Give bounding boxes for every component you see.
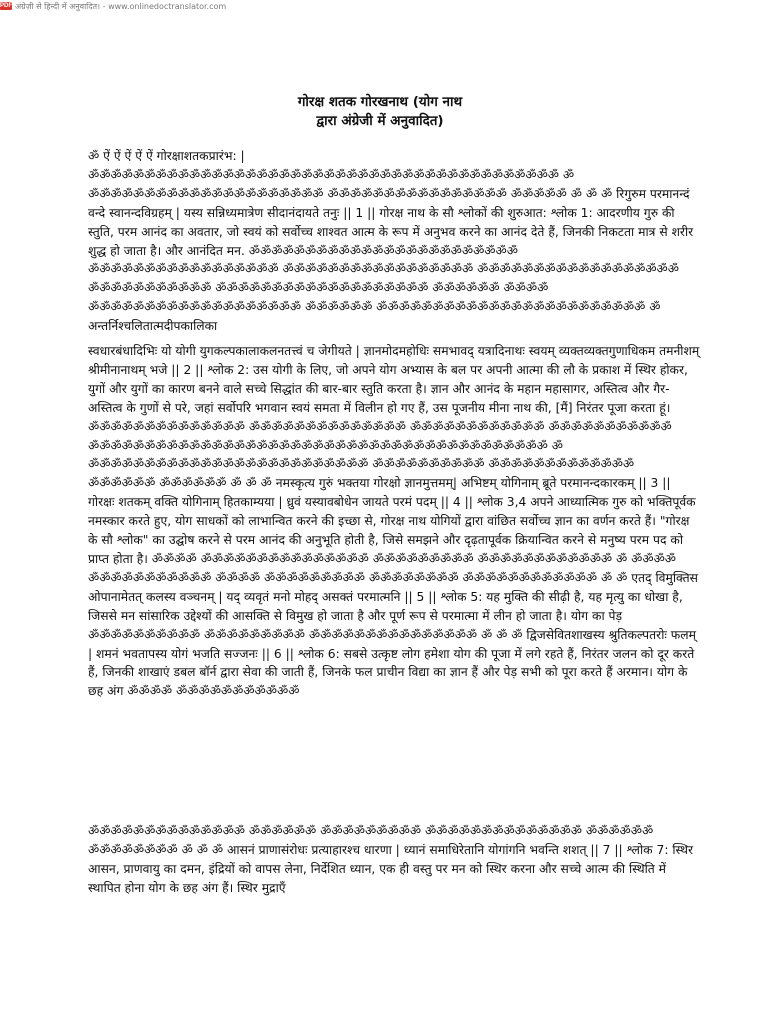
translator-banner[interactable] — [0, 0, 226, 12]
document-title-line-2: द्वारा अंग्रेजी में अनुवादित) — [316, 113, 444, 129]
paragraph-1: ॐ ऐं ऐं ऐं ऐं ऐं गोरक्षाशतकप्रारंभ: | ॐॐॐॐॐॐॐॐॐॐॐॐॐॐॐॐॐॐॐॐॐॐॐॐॐॐॐॐॐॐॐॐॐॐॐॐॐॐॐॐॐॐ ॐ ॐॐॐॐॐॐॐॐॐॐॐॐॐॐॐॐॐॐॐॐॐ ॐॐॐॐॐॐॐॐॐॐॐॐॐॐॐॐ ॐॐॐॐॐ ॐ ॐ ॐ रिगुरुम परमानन्दं वन्दे स्वानन्दविग्रहम् | यस्य सन्निध्यमात्रेण सीदानंदायते तनुः || 1 || गोरक्ष नाथ के सौ श्लोकों की शुरुआत: श्लोक 1: आदरणीय गुरु की स्तुति, परम आनंद का अवतार, जो स्वयं को सर्वोच्च शाश्वत आत्म के रूप में अनुभव करने का आनंद देते हैं, जिनकी निकटता मात्र से शरीर शुद्ध हो जाता है। और आनंदित मन. ॐॐॐॐॐॐॐॐॐॐॐॐॐॐॐॐॐॐॐॐॐॐॐॐ ॐॐॐॐॐॐॐॐॐॐॐॐॐॐॐॐॐ ॐॐॐॐॐॐॐॐॐॐॐॐॐॐॐॐॐ ॐॐॐॐॐॐॐॐॐॐॐॐॐॐॐॐॐॐ ॐॐॐॐॐॐॐॐॐॐॐ ॐॐॐॐॐॐॐॐॐॐॐॐॐॐॐॐॐॐॐ ॐॐॐॐॐॐ ॐॐॐॐ ॐॐॐॐॐॐॐॐॐॐॐॐॐॐॐॐॐॐॐ ॐॐॐॐॐॐ ॐॐॐॐॐॐॐॐॐॐॐॐॐॐॐॐॐॐॐॐॐॐॐॐ ॐ अन्तर्निश्चलितात्मदीपकालिका — [88, 149, 694, 334]
pdf-logo-icon: PDF — [0, 3, 12, 9]
translator-banner-text[interactable]: अंग्रेज़ी से हिन्दी में अनुवादित। - www.onlinedoctranslator.com — [15, 1, 227, 11]
document-title-line-1: गोरक्ष शतक गोरखनाथ (योग नाथ — [297, 94, 463, 110]
paragraph-3: ॐॐॐॐॐॐॐॐॐॐॐॐॐॐ ॐॐॐॐॐॐ ॐॐॐॐॐॐॐॐॐ ॐॐॐॐॐॐॐॐॐॐॐॐॐॐ ॐॐॐॐॐॐ ॐॐॐॐॐॐॐॐ ॐ ॐ ॐ आसनं प्राणासंरोधः प्रत्याहारश्च धारणा | ध्यानं समाधिरेतानि योगांगनि भवन्ति शशत् || 7 || श्लोक 7: स्थिर आसन, प्राणवायु का दमन, इंद्रियों को वापस लेना, निर्देशित ध्यान, एक ही वस्तु पर मन को स्थिर करना और सच्चे आत्म की स्थिति में स्थापित होना योग के छह अंग हैं। स्थिर मुद्राएँ — [88, 824, 693, 895]
paragraph-2: स्वधारबंधादिभिः यो योगी युगकल्पकालाकलनतत्त्वं च जेगीयते | ज्ञानमोदमहोधिः समभावद् यत्रादिनाथः स्वयम् व्यक्तव्यक्तगुणाधिकम तमनीशम् श्रीमीनानाथम् भजे || 2 || श्लोक 2: उस योगी के लिए, जो अपने योग अभ्यास के बल पर अपनी आत्मा की लौ के प्रकाश में स्थिर होकर, युगों और युगों का कारण बनने वाले सच्चे सिद्धांत की बार-बार स्तुति करता है। ज्ञान और आनंद के महान महासागर, अस्तित्व और गैर-अस्तित्व के गुणों से परे, जहां सर्वोपरि भगवान स्वयं समता में विलीन हो गए हैं, उस पूजनीय मीना नाथ की, [मैं] निरंतर पूजा करता हूं। ॐॐॐॐॐॐॐॐॐॐॐॐॐॐ ॐॐॐॐॐॐॐॐॐॐॐॐॐॐ ॐॐॐॐॐॐॐॐॐॐॐॐ ॐॐॐॐॐॐॐॐॐॐॐ ॐॐॐॐॐॐॐॐॐॐॐॐॐॐॐॐॐॐॐॐॐॐॐॐॐॐॐॐॐॐॐॐॐॐॐॐॐॐॐॐॐ ॐ ॐॐॐॐॐॐॐॐॐॐॐॐॐॐॐॐॐॐॐॐॐॐॐॐॐ ॐॐॐॐॐॐॐॐॐॐ ॐॐॐॐॐॐॐॐॐॐॐॐॐ ॐॐॐॐॐॐ ॐॐॐॐॐॐ ॐ ॐ ॐ नमस्कृत्य गुरुं भक्तया गोरक्षो ज्ञानमुत्तमम्| अभिष्टम् योगिनाम् ब्रूते परमानन्दकारकम् || 3 || गोरक्षः शतकम् वक्ति योगिनाम् हितकाम्यया | ध्रुवं यस्यावबोधेन जायते परमं पदम् || 4 || श्लोक 3,4 अपने आध्यात्मिक गुरु को भक्तिपूर्वक नमस्कार करते हुए, योग साधकों को लाभान्वित करने की इच्छा से, गोरक्ष नाथ योगियों द्वारा वांछित सर्वोच्च ज्ञान का वर्णन करते हैं। "गोरक्ष के सौ श्लोक" का उद्घोष करने से परम आनंद की अनुभूति होती है, जिसे समझने और दृढ़तापूर्वक क्रियान्वित करने से मनुष्य परम पद को प्राप्त होता है। ॐॐॐॐ ॐॐॐॐॐॐॐॐॐॐॐॐॐॐॐ ॐॐॐॐॐॐॐॐॐ ॐॐॐॐॐॐॐॐॐॐॐॐ ॐ ॐॐॐॐ ॐॐॐॐॐॐॐॐॐॐॐ ॐॐॐॐ ॐॐॐॐॐॐॐॐॐ ॐॐॐॐॐॐॐॐ ॐॐॐॐॐॐॐॐॐॐॐॐ ॐ ॐ एतद् विमुक्तिस ओपानामेतत् कलस्य वञ्चनम् | यद् व्यवृतं मनो मोहद् असक्तं परमात्मनि || 5 || श्लोक 5: यह मुक्ति की सीढ़ी है, यह मृत्यु का धोखा है, जिससे मन सांसारिक उद्देश्यों की आसक्ति से विमुख हो जाता है और पूर्ण रूप से परमात्मा में लीन हो जाता है। योग का पेड़ ॐॐॐॐॐॐॐॐॐॐ ॐॐॐॐॐॐॐॐॐ ॐॐॐॐॐॐॐॐॐॐॐॐॐॐॐ ॐ ॐ ॐ द्विजसेवितशाखस्य श्रुतिकल्पतरोः फलम् | शमनं भवतापस्य योगं भजति सज्जनः || 6 || श्लोक 6: सबसे उत्कृष्ट लोग हमेशा योग की पूजा में लगे रहते हैं, निरंतर जलन को दूर करते हैं, जिनकी शाखाएं डबल बॉर्न द्वारा सेवा की जाती हैं, जिनके फल प्राचीन विद्या का ज्ञान हैं और पेड़ सभी को पूरा करते हैं अरमान। योग के छह अंग ॐॐॐॐ ॐॐॐॐॐॐॐॐॐॐॐ — [88, 344, 700, 699]
